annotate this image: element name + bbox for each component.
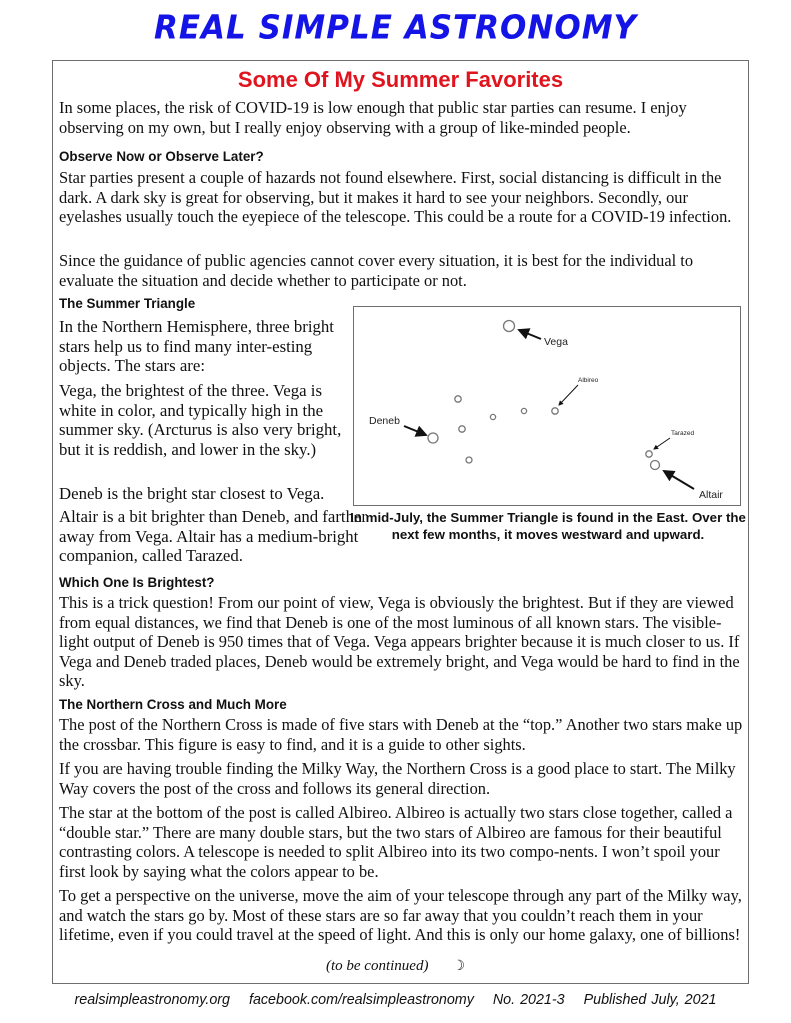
paragraph: Deneb is the bright star closest to Vega. bbox=[59, 484, 325, 503]
footer-published-date: Published July, 2021 bbox=[583, 992, 717, 1008]
paragraph: This is a trick question! From our point of view, Vega is obviously the brightest. But if they are viewed from equal distances, we find that Deneb is one of the most luminous of all known stars. The visible-light output of Deneb is 950 times that of Vega. Vega appears brighter because it is much closer to us. If Vega and Deneb traded places, Deneb would be extremely bright, and Vega would be hard to find in the sky. bbox=[59, 593, 740, 690]
paragraph: In the Northern Hemisphere, three bright stars help us to find many inter-esting objects. The stars are: bbox=[59, 317, 334, 375]
footer-issue-number: No. 2021-3 bbox=[492, 992, 565, 1008]
footer-website-link[interactable]: realsimpleastronomy.org bbox=[74, 992, 230, 1008]
summer-triangle-star-chart bbox=[353, 306, 741, 506]
arrow-deneb bbox=[404, 426, 426, 435]
paragraph: Star parties present a couple of hazards not found elsewhere. First, social distancing is difficult in the dark. A dark sky is great for observing, but it makes it hard to see your neighbors. Secondly, our eyelashes usually touch the eyepiece of the telescope. This could be a route for a COVID-19 infection. bbox=[59, 168, 732, 226]
section-heading-brightest: Which One Is Brightest? bbox=[59, 575, 215, 590]
star-tarazed bbox=[646, 451, 652, 457]
paragraph: Vega, the brightest of the three. Vega is white in color, and typically high in the summer sky. (Arcturus is also very bright, but it is reddish, and lower in the sky.) bbox=[59, 381, 342, 459]
star-altair bbox=[651, 461, 660, 470]
arrow-albireo bbox=[559, 385, 578, 405]
section-heading-observe: Observe Now or Observe Later? bbox=[59, 149, 264, 164]
paragraph: If you are having trouble finding the Milky Way, the Northern Cross is a good place to start. The Milky Way covers the post of the cross and follows its general direction. bbox=[59, 759, 736, 798]
star-chart-svg bbox=[354, 307, 742, 507]
paragraph: Since the guidance of public agencies cannot cover every situation, it is best for the individual to evaluate the situation and decide whether to participate or not. bbox=[59, 251, 694, 290]
paragraph: To get a perspective on the universe, move the aim of your telescope through any part of the Milky way, and watch the stars go by. Most of these stars are so far away that you couldn’t reach them in your lifetime, even if you could travel at the speed of light. And this is only our home galaxy, one of billions! bbox=[59, 886, 742, 944]
arrow-vega bbox=[519, 330, 541, 339]
section-heading-northern-cross: The Northern Cross and Much More bbox=[59, 697, 287, 712]
star-cygnus-5 bbox=[466, 457, 472, 463]
paragraph: Altair is a bit brighter than Deneb, and farther away from Vega. Altair has a medium-bright companion, called Tarazed. bbox=[59, 507, 368, 565]
crescent-moon-icon: ☽ bbox=[452, 959, 466, 974]
star-deneb bbox=[428, 433, 438, 443]
star-cygnus-3 bbox=[490, 414, 495, 419]
footer bbox=[0, 992, 791, 1008]
paragraph: The star at the bottom of the post is called Albireo. Albireo is actually two stars close together, called a “double star.” There are many double stars, but the two stars of Albireo are famous for their beautiful contrasting colors. A telescope is needed to split Albireo into its two compo-nents. I won’t spoil your first look by saying what the colors appear to be. bbox=[59, 803, 733, 881]
label-vega: Vega bbox=[544, 336, 568, 348]
label-altair: Altair bbox=[699, 489, 723, 501]
article-title: Some Of My Summer Favorites bbox=[237, 67, 564, 92]
star-vega bbox=[504, 321, 515, 332]
label-tarazed: Tarazed bbox=[671, 430, 695, 437]
paragraph: The post of the Northern Cross is made of five stars with Deneb at the “top.” Another two stars make up the crossbar. This figure is easy to find, and it is a guide to other sights. bbox=[59, 715, 743, 754]
section-heading-summer-triangle: The Summer Triangle bbox=[59, 296, 196, 311]
star-albireo bbox=[552, 408, 558, 414]
star-cygnus-1 bbox=[455, 396, 461, 402]
arrow-tarazed bbox=[654, 438, 670, 449]
to-be-continued bbox=[0, 958, 791, 975]
footer-facebook-link[interactable]: facebook.com/realsimpleastronomy bbox=[248, 992, 474, 1008]
masthead: REAL SIMPLE ASTRONOMY bbox=[153, 9, 638, 47]
figure-caption: In mid-July, the Summer Triangle is found in the East. Over the next few months, it moves westward and upward. bbox=[350, 510, 746, 542]
intro-paragraph: In some places, the risk of COVID-19 is low enough that public star parties can resume. I enjoy observing on my own, but I really enjoy observing with a group of like-minded people. bbox=[59, 98, 687, 137]
star-cygnus-2 bbox=[459, 426, 465, 432]
star-cygnus-4 bbox=[521, 408, 526, 413]
label-albireo: Albireo bbox=[578, 377, 599, 384]
to-be-continued-text: (to be continued) bbox=[325, 958, 429, 974]
label-deneb: Deneb bbox=[369, 415, 400, 427]
arrow-altair bbox=[664, 471, 694, 489]
